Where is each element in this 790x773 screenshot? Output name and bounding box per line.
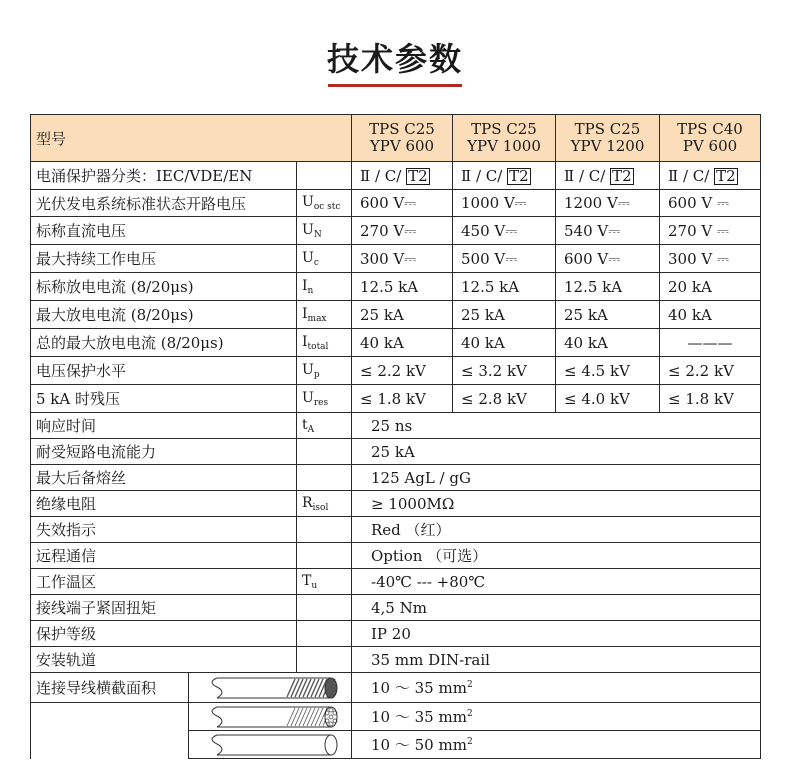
- spec-row: [31, 413, 761, 439]
- spec-value: ———: [660, 329, 761, 357]
- spec-value: 540 V⎓: [556, 217, 660, 245]
- model-cell: TPS C25 YPV 1000: [453, 115, 556, 162]
- wire-value: 10 ～ 35 $mm^2$: [352, 703, 761, 731]
- row-label: 绝缘电阻: [31, 491, 297, 517]
- page-title: 技术参数: [326, 40, 463, 78]
- row-label: 工作温区: [31, 569, 297, 595]
- row-label: 最大放电电流 (8/20μs): [31, 301, 297, 329]
- spec-row: [31, 439, 761, 465]
- row-label: 失效指示: [31, 517, 297, 543]
- spec-value: ≤ 2.8 kV: [453, 385, 556, 413]
- row-symbol: [297, 647, 352, 673]
- spec-value: -40℃ --- +80℃: [352, 569, 761, 595]
- spec-value: 12.5 kA: [556, 273, 660, 301]
- spec-row: [31, 517, 761, 543]
- spec-value: ≤ 1.8 kV: [352, 385, 453, 413]
- fine-stranded-wire-icon: [189, 673, 352, 703]
- spec-value: 20 kA: [660, 273, 761, 301]
- spec-value: 25 kA: [556, 301, 660, 329]
- spec-row: [31, 245, 761, 273]
- row-symbol: [297, 439, 352, 465]
- spec-value: 4,5 Nm: [352, 595, 761, 621]
- spec-value: 270 V ⎓: [660, 217, 761, 245]
- row-label: 电涌保护器分类：IEC/VDE/EN: [31, 162, 297, 190]
- spec-row: [31, 543, 761, 569]
- spec-value: ≤ 1.8 kV: [660, 385, 761, 413]
- row-label: 电压保护水平: [31, 357, 297, 385]
- spec-value: 40 kA: [352, 329, 453, 357]
- spec-value: 40 kA: [660, 301, 761, 329]
- spec-value: ≤ 2.2 kV: [660, 357, 761, 385]
- spec-row: [31, 357, 761, 385]
- model-cell: TPS C25 YPV 1200: [556, 115, 660, 162]
- spec-value: 25 kA: [352, 439, 761, 465]
- spec-value: 500 V⎓: [453, 245, 556, 273]
- row-symbol: $U_p$: [297, 357, 352, 385]
- spec-value: ≤ 2.2 kV: [352, 357, 453, 385]
- spec-row: [31, 569, 761, 595]
- spec-value: 125 AgL / gG: [352, 465, 761, 491]
- spec-value: ≤ 4.5 kV: [556, 357, 660, 385]
- row-symbol: $I_n$: [297, 273, 352, 301]
- spec-value: 1200 V⎓: [556, 190, 660, 217]
- spec-sheet: [30, 114, 761, 759]
- spec-value: 300 V ⎓: [660, 245, 761, 273]
- wire-row: [31, 731, 761, 759]
- spec-value: 12.5 kA: [352, 273, 453, 301]
- row-label: 远程通信: [31, 543, 297, 569]
- row-label: 光伏发电系统标准状态开路电压: [31, 190, 297, 217]
- class-cell: Ⅱ / C/ T2: [556, 162, 660, 190]
- spec-row: [31, 273, 761, 301]
- row-symbol: $t_A$: [297, 413, 352, 439]
- wire-row: [31, 703, 761, 731]
- spec-row: [31, 647, 761, 673]
- spec-value: 12.5 kA: [453, 273, 556, 301]
- spec-row: [31, 329, 761, 357]
- spec-value: ≤ 4.0 kV: [556, 385, 660, 413]
- spec-value: 40 kA: [453, 329, 556, 357]
- spec-row: [31, 465, 761, 491]
- spec-value: 600 V⎓: [352, 190, 453, 217]
- spec-value: Red （红）: [352, 517, 761, 543]
- row-symbol: [297, 595, 352, 621]
- spec-row: [31, 595, 761, 621]
- row-label: 耐受短路电流能力: [31, 439, 297, 465]
- spec-value: 1000 V⎓: [453, 190, 556, 217]
- row-label: 接线端子紧固扭矩: [31, 595, 297, 621]
- row-label: 保护等级: [31, 621, 297, 647]
- row-symbol: [297, 621, 352, 647]
- row-label: 安装轨道: [31, 647, 297, 673]
- row-label: [31, 703, 189, 731]
- spec-row: [31, 385, 761, 413]
- row-label: 标称直流电压: [31, 217, 297, 245]
- row-symbol: $U_c$: [297, 245, 352, 273]
- spec-row: [31, 491, 761, 517]
- spec-table: [30, 114, 761, 759]
- spec-value: 450 V⎓: [453, 217, 556, 245]
- spec-value: 40 kA: [556, 329, 660, 357]
- row-symbol: $U_{res}$: [297, 385, 352, 413]
- row-symbol: [297, 543, 352, 569]
- spec-row: [31, 621, 761, 647]
- row-label: [31, 731, 189, 759]
- class-cell: Ⅱ / C/ T2: [352, 162, 453, 190]
- spec-value: 35 mm DIN-rail: [352, 647, 761, 673]
- class-cell: Ⅱ / C/ T2: [453, 162, 556, 190]
- row-symbol: $R_{isol}$: [297, 491, 352, 517]
- row-label: 连接导线横截面积: [31, 673, 189, 703]
- spec-row: [31, 190, 761, 217]
- row-symbol: $I_{total}$: [297, 329, 352, 357]
- wire-value: 10 ～ 50 $mm^2$: [352, 731, 761, 759]
- wire-value: 10 ～ 35 $mm^2$: [352, 673, 761, 703]
- spec-value: 600 V ⎓: [660, 190, 761, 217]
- row-symbol: $T_u$: [297, 569, 352, 595]
- spec-value: 25 kA: [453, 301, 556, 329]
- spec-value: 600 V⎓: [556, 245, 660, 273]
- wire-row: [31, 673, 761, 703]
- spec-value: 25 kA: [352, 301, 453, 329]
- row-symbol: [297, 517, 352, 543]
- spec-value: 300 V⎓: [352, 245, 453, 273]
- row-symbol: [297, 465, 352, 491]
- row-symbol: $I_{max}$: [297, 301, 352, 329]
- row-symbol: $U_{oc stc}$: [297, 190, 352, 217]
- spec-value: Option （可选）: [352, 543, 761, 569]
- title-underline: [328, 84, 462, 87]
- class-cell: Ⅱ / C/ T2: [660, 162, 761, 190]
- row-label: 总的最大放电电流 (8/20μs): [31, 329, 297, 357]
- spec-value: ≤ 3.2 kV: [453, 357, 556, 385]
- spec-value: 270 V⎓: [352, 217, 453, 245]
- row-symbol: [297, 162, 352, 190]
- row-symbol: $U_N$: [297, 217, 352, 245]
- row-label: 响应时间: [31, 413, 297, 439]
- spec-value: IP 20: [352, 621, 761, 647]
- stranded-wire-icon: [189, 703, 352, 731]
- solid-wire-icon: [189, 731, 352, 759]
- spec-value: ≥ 1000MΩ: [352, 491, 761, 517]
- class-row: [31, 162, 761, 190]
- row-label: 最大后备熔丝: [31, 465, 297, 491]
- model-cell: TPS C25 YPV 600: [352, 115, 453, 162]
- spec-row: [31, 301, 761, 329]
- row-label: 5 kA 时残压: [31, 385, 297, 413]
- header-row: [31, 115, 761, 162]
- model-label: 型号: [31, 115, 352, 162]
- spec-row: [31, 217, 761, 245]
- row-label: 最大持续工作电压: [31, 245, 297, 273]
- row-label: 标称放电电流 (8/20μs): [31, 273, 297, 301]
- model-cell: TPS C40 PV 600: [660, 115, 761, 162]
- spec-value: 25 ns: [352, 413, 761, 439]
